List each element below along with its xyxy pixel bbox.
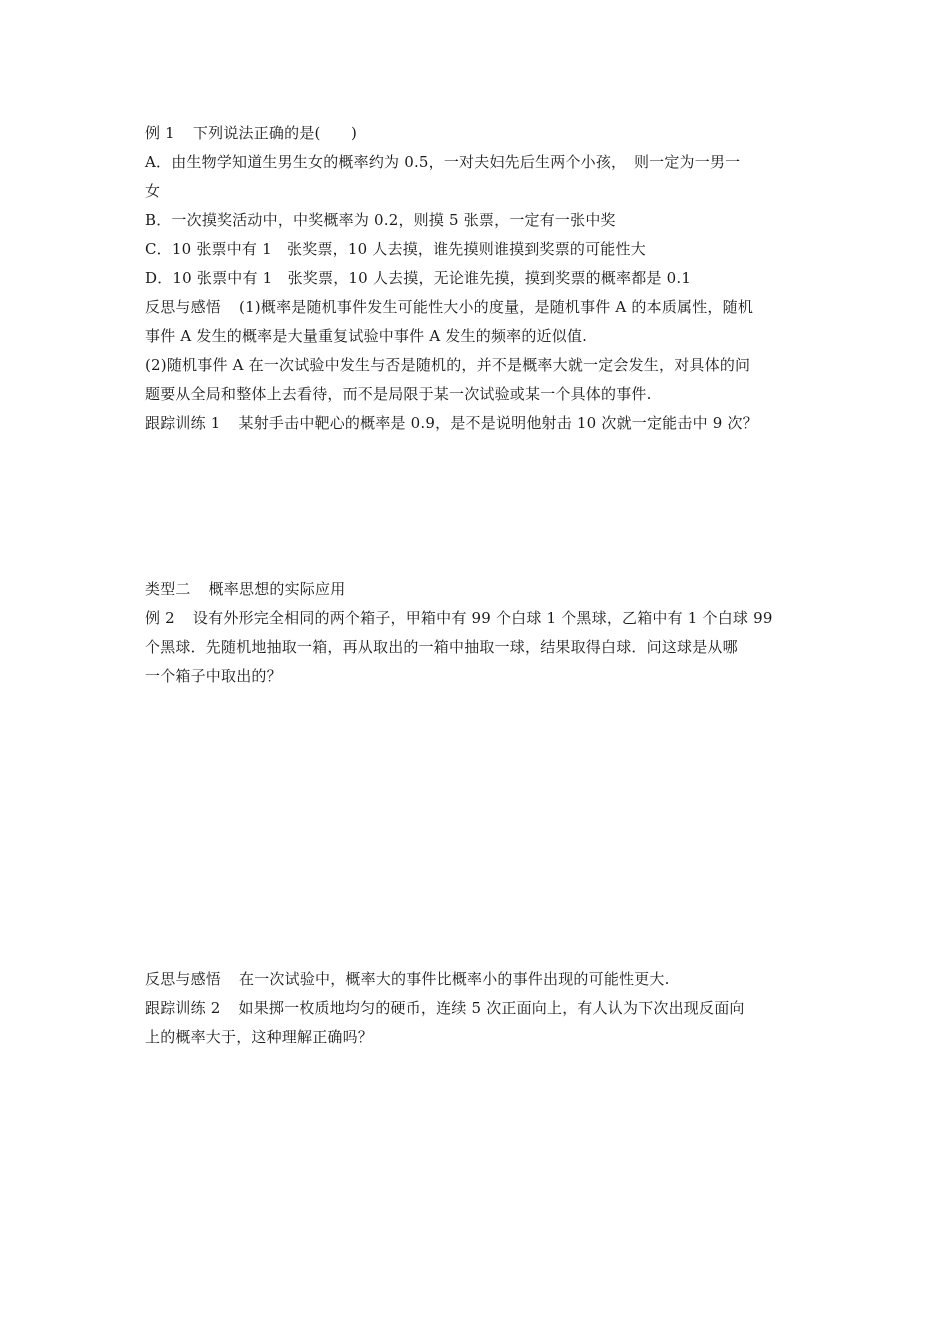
- practice1: [145, 414, 810, 432]
- practice2-label: 跟踪训练 2: [145, 999, 221, 1017]
- type2-label: 类型二: [145, 580, 191, 598]
- practice2-line2: 上的概率大于，这种理解正确吗？: [145, 1028, 374, 1046]
- reflection2-label: 反思与感悟: [145, 970, 222, 988]
- example2-line1: 设有外形完全相同的两个箱子，甲箱中有 99 个白球 1 个黑球，乙箱中有 1 个白球 99: [192, 609, 773, 627]
- reflection1-label: 反思与感悟: [145, 298, 222, 316]
- practice2-heading: [145, 999, 810, 1017]
- option-d: D．10 张票中有 1 张奖票，10 人去摸，无论谁先摸，摸到奖票的概率都是 0.1: [145, 269, 692, 287]
- option-c: C．10 张票中有 1 张奖票，10 人去摸，谁先摸则谁摸到奖票的可能性大: [145, 240, 646, 258]
- reflection2: [145, 970, 810, 988]
- practice1-label: 跟踪训练 1: [145, 414, 221, 432]
- type2-heading: [145, 580, 810, 598]
- option-a-line1: A．由生物学知道生男生女的概率约为 0.5，一对夫妇先后生两个小孩， 则一定为一男一: [145, 153, 741, 171]
- example2-line3: 一个箱子中取出的？: [145, 667, 282, 685]
- reflection1-line3: (2)随机事件 A 在一次试验中发生与否是随机的，并不是概率大就一定会发生，对具体的问: [145, 356, 751, 374]
- example2-heading: [145, 609, 810, 627]
- reflection1-line2: 事件 A 发生的概率是大量重复试验中事件 A 发生的频率的近似值.: [145, 327, 588, 345]
- reflection1-line1: (1)概率是随机事件发生可能性大小的度量，是随机事件 A 的本质属性，随机: [239, 298, 754, 316]
- reflection2-text: 在一次试验中，概率大的事件比概率小的事件出现的可能性更大.: [239, 970, 670, 988]
- example1-heading: [145, 124, 810, 142]
- option-b: B．一次摸奖活动中，中奖概率为 0.2，则摸 5 张票，一定有一张中奖: [145, 211, 616, 229]
- practice1-text: 某射手击中靶心的概率是 0.9，是不是说明他射击 10 次就一定能击中 9 次？: [238, 414, 758, 432]
- example1-label: 例 1: [145, 124, 175, 142]
- practice2-line1: 如果掷一枚质地均匀的硬币，连续 5 次正面向上，有人认为下次出现反面向: [238, 999, 745, 1017]
- option-a-line2: 女: [145, 182, 161, 200]
- example2-label: 例 2: [145, 609, 175, 627]
- type2-title: 概率思想的实际应用: [208, 580, 346, 598]
- example1-question: 下列说法正确的是( ): [192, 124, 358, 142]
- example2-line2: 个黑球．先随机地抽取一箱，再从取出的一箱中抽取一球，结果取得白球．问这球是从哪: [145, 638, 738, 656]
- reflection1-line4: 题要从全局和整体上去看待，而不是局限于某一次试验或某一个具体的事件.: [145, 385, 652, 403]
- reflection1-heading: [145, 298, 810, 316]
